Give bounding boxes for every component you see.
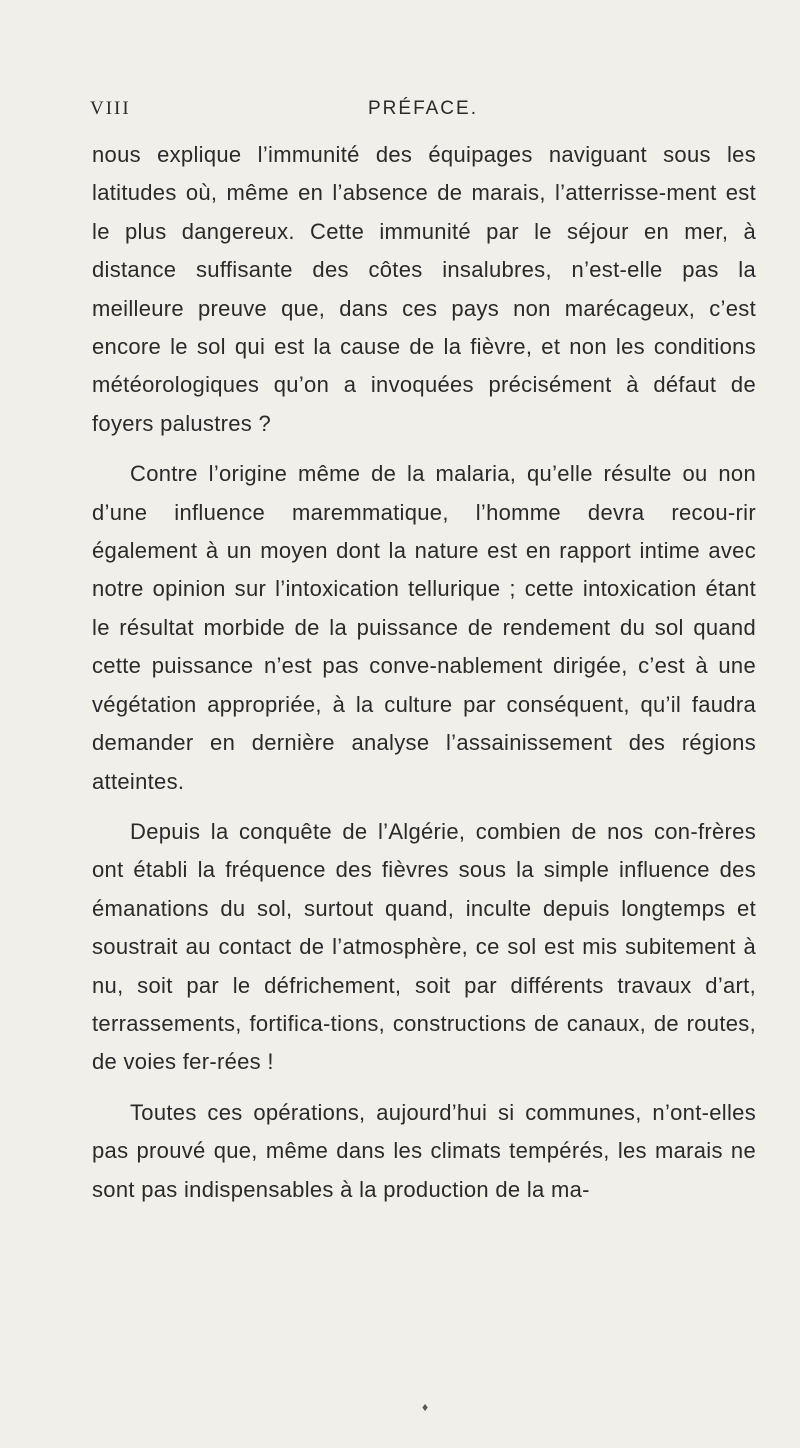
- paragraph: nous explique l’immunité des équipages naviguant sous les latitudes où, même en l’absence de marais, l’atterrisse-ment est le plus dangereux. Cette immunité par le séjour en mer, à distance suffisante des côtes insalubres, n’est-elle pas la meilleure preuve que, dans ces pays non marécageux, c’est encore le sol qui est la cause de la fièvre, et non les conditions météorologiques qu’on a invoquées précisément à défaut de foyers palustres ?: [92, 142, 756, 436]
- printer-mark: ♦: [422, 1400, 429, 1414]
- running-title: PRÉFACE.: [368, 98, 478, 119]
- page-number: VIII: [90, 98, 131, 119]
- paragraph: Contre l’origine même de la malaria, qu’elle résulte ou non d’une influence maremmatique, l’homme devra recou-rir également à un moyen dont la nature est en rapport intime avec notre opinion sur l’intoxication tellurique ; cette intoxication étant le résultat morbide de la puissance de rendement du sol quand cette puissance n’est pas conve-nablement dirigée, c’est à une végétation appropriée, à la culture par conséquent, qu’il faudra demander en dernière analyse l’assainissement des régions atteintes.: [92, 461, 756, 794]
- body-text: [92, 136, 756, 1209]
- paragraph: Toutes ces opérations, aujourd’hui si communes, n’ont-elles pas prouvé que, même dans les climats tempérés, les marais ne sont pas indispensables à la production de la ma-: [92, 1099, 756, 1202]
- running-head: [90, 98, 756, 134]
- paragraph: Depuis la conquête de l’Algérie, combien de nos con-frères ont établi la fréquence des fièvres sous la simple influence des émanations du sol, surtout quand, inculte depuis longtemps et soustrait au contact de l’atmosphère, ce sol est mis subitement à nu, soit par le défrichement, soit par différents travaux d’art, terrassements, fortifica-tions, constructions de canaux, de routes, de voies fer-rées !: [92, 818, 756, 1075]
